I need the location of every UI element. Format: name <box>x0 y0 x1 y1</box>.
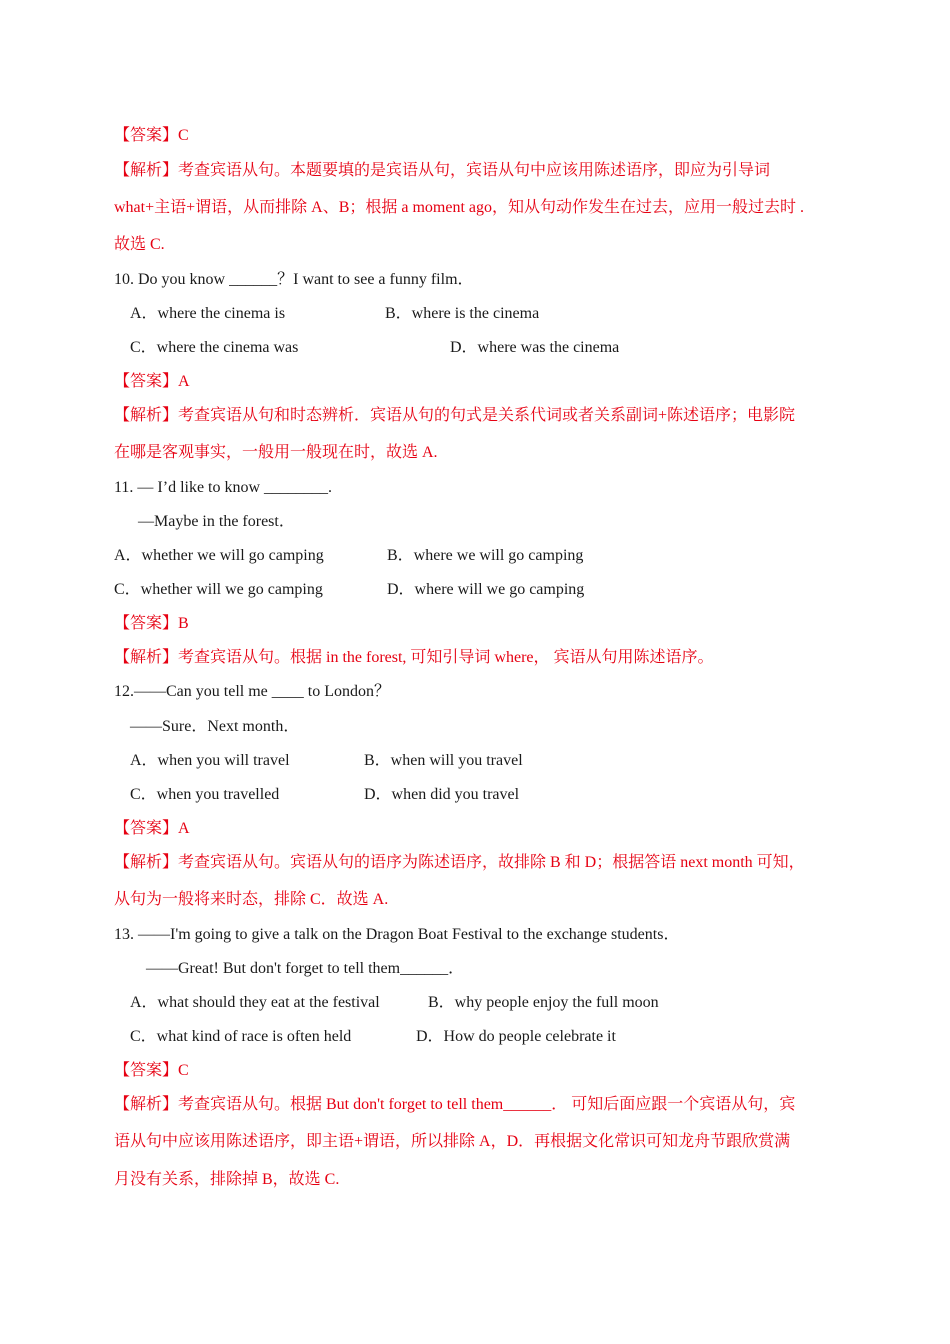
q12-option-a: A．when you will travel <box>130 752 290 769</box>
analysis-q13-line2: 语从句中应该用陈述语序，即主语+谓语，所以排除 A，D．再根据文化常识可知龙舟节跟欣赏满 <box>114 1133 791 1150</box>
analysis-q11-line1: 【解析】考查宾语从句。根据 in the forest, 可知引导词 where， 宾语从句用陈述语序。 <box>114 649 714 666</box>
question-11: 11. — I’d like to know ________. <box>114 479 333 496</box>
question-10: 10. Do you know ______？I want to see a funny film． <box>114 271 474 288</box>
q11-option-c: C．whether will we go camping <box>114 581 323 598</box>
q13-option-d: D．How do people celebrate it <box>416 1028 616 1045</box>
answer-q9: 【答案】C <box>114 127 189 144</box>
analysis-q9-line2: what+主语+谓语，从而排除 A、B；根据 a moment ago，知从句动作发生在过去，应用一般过去时 . <box>114 199 805 216</box>
q11-option-d: D．where will we go camping <box>387 581 585 598</box>
analysis-q13-line3: 月没有关系，排除掉 B，故选 C. <box>114 1171 340 1188</box>
q10-option-c: C．where the cinema was <box>130 339 299 356</box>
q13-option-a: A．what should they eat at the festival <box>130 994 380 1011</box>
analysis-q9-line3: 故选 C. <box>114 236 165 253</box>
analysis-q10-line1: 【解析】考查宾语从句和时态辨析．宾语从句的句式是关系代词或者关系副词+陈述语序；电影院 <box>114 407 796 424</box>
q11-reply: —Maybe in the forest． <box>138 513 295 530</box>
answer-q12: 【答案】A <box>114 820 190 837</box>
q10-option-a: A．where the cinema is <box>130 305 286 322</box>
analysis-q13-line1: 【解析】考查宾语从句。根据 But don't forget to tell them______． 可知后面应跟一个宾语从句，宾 <box>114 1096 796 1113</box>
q12-option-d: D．when did you travel <box>364 786 520 803</box>
q10-option-d: D．where was the cinema <box>450 339 620 356</box>
question-13: 13. ——I'm going to give a talk on the Dragon Boat Festival to the exchange students． <box>114 926 680 943</box>
q12-option-b: B．when will you travel <box>364 752 523 769</box>
analysis-q12-line2: 从句为一般将来时态，排除 C．故选 A. <box>114 891 389 908</box>
q13-reply: ——Great! But don't forget to tell them______． <box>146 960 465 977</box>
q12-reply: ——Sure．Next month． <box>130 718 300 735</box>
answer-q10: 【答案】A <box>114 373 190 390</box>
q13-option-b: B．why people enjoy the full moon <box>428 994 659 1011</box>
q12-option-c: C．when you travelled <box>130 786 280 803</box>
q11-option-a: A．whether we will go camping <box>114 547 324 564</box>
analysis-q9-line1: 【解析】考查宾语从句。本题要填的是宾语从句，宾语从句中应该用陈述语序，即应为引导词 <box>114 162 771 179</box>
q11-option-b: B．where we will go camping <box>387 547 584 564</box>
q13-option-c: C．what kind of race is often held <box>130 1028 352 1045</box>
answer-q11: 【答案】B <box>114 615 189 632</box>
answer-q13: 【答案】C <box>114 1062 189 1079</box>
analysis-q10-line2: 在哪是客观事实，一般用一般现在时，故选 A. <box>114 444 438 461</box>
q10-option-b: B．where is the cinema <box>385 305 540 322</box>
analysis-q12-line1: 【解析】考查宾语从句。宾语从句的语序为陈述语序，故排除 B 和 D；根据答语 next month 可知， <box>114 854 805 871</box>
question-12: 12.——Can you tell me ____ to London？ <box>114 683 390 700</box>
